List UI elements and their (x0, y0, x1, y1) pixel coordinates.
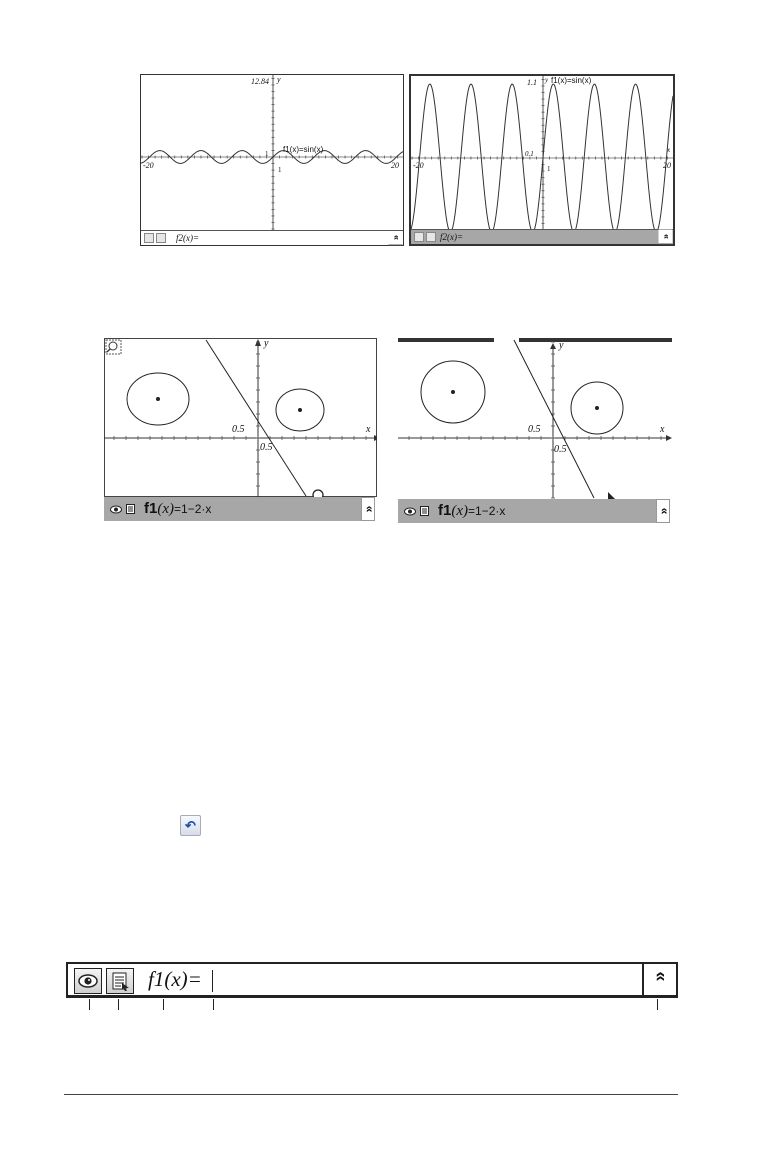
circle-center-point (451, 390, 455, 394)
x-axis-label: x (667, 146, 671, 154)
graph-screen-zoomed-out (140, 74, 404, 246)
x-min-label: -20 (413, 161, 424, 170)
y-axis-label: y (545, 76, 549, 84)
function-name: f1 (144, 500, 158, 517)
entry-function-label[interactable]: f2(x)= (176, 233, 200, 243)
x-max-label: 20 (391, 161, 399, 170)
entry-line[interactable] (411, 229, 673, 244)
callout-tick (657, 999, 658, 1010)
graph-screen-zoom-tool (104, 338, 377, 522)
list-icon[interactable] (156, 233, 166, 243)
circle-center-point (298, 408, 302, 412)
entry-function-label[interactable] (144, 500, 211, 518)
function-variable: (x) (157, 501, 174, 517)
graph-plot-area[interactable] (411, 76, 673, 230)
eye-icon (75, 969, 101, 993)
y-axis-label: y (277, 75, 281, 84)
eye-icon[interactable] (144, 233, 154, 243)
graph-plot-area[interactable] (141, 75, 403, 231)
eye-icon (110, 505, 122, 514)
expand-chevron-icon[interactable]: » (642, 964, 676, 995)
y-axis-label: y (559, 340, 564, 351)
text-cursor (212, 970, 213, 992)
graph-screen-zoomed-in (409, 74, 675, 246)
entry-line-large[interactable] (66, 962, 678, 998)
expand-chevron-icon[interactable]: » (389, 231, 403, 246)
entry-line[interactable] (104, 497, 361, 521)
list-icon (126, 504, 136, 514)
unit-label-y: 1 (265, 150, 269, 158)
eye-icon (404, 507, 416, 516)
entry-function-label[interactable] (438, 502, 505, 520)
expand-chevron-icon[interactable]: » (656, 499, 670, 523)
callout-tick (163, 999, 164, 1010)
list-icon[interactable] (426, 232, 436, 242)
callout-tick (89, 999, 90, 1010)
callout-tick (213, 999, 214, 1010)
circle-center-point (156, 397, 160, 401)
expand-chevron-icon[interactable]: » (659, 230, 673, 245)
unit-label-x: 1 (547, 165, 551, 173)
tick-value-label: 0.5 (554, 444, 567, 455)
y-max-label: 12.84 (251, 77, 269, 86)
circle-center-point (595, 406, 599, 410)
y-axis-label: y (264, 338, 269, 349)
tick-value-label: 0.5 (232, 424, 245, 435)
y-max-label: 1.1 (527, 78, 537, 87)
x-axis-label: x (660, 424, 665, 435)
function-label: f1(x)=sin(x) (283, 145, 324, 154)
graph-screen-zoomed-result (398, 338, 672, 522)
show-hide-eye-button[interactable] (74, 968, 102, 994)
function-expression: =1−2·x (468, 504, 506, 518)
entry-line[interactable] (398, 499, 656, 523)
callout-tick (118, 999, 119, 1010)
unit-label-x: 1 (278, 166, 282, 174)
function-expression: =1−2·x (174, 502, 212, 516)
function-variable: (x) (451, 503, 468, 519)
function-name: f1 (438, 502, 452, 519)
entry-function-label[interactable]: f1(x)= (148, 967, 202, 991)
eye-icon[interactable] (414, 232, 424, 242)
x-max-label: 20 (663, 161, 671, 170)
footer-rule (64, 1094, 678, 1095)
undo-arrow-icon[interactable]: ↶ (180, 815, 201, 836)
zoom-tool-icon (106, 340, 121, 354)
list-icon (107, 969, 133, 993)
expand-chevron-icon[interactable]: » (361, 497, 375, 521)
function-list-button[interactable] (106, 968, 134, 994)
unit-label-y: 0.1 (525, 150, 534, 158)
entry-function-label[interactable]: f2(x)= (440, 232, 464, 242)
function-label: f1(x)=sin(x) (551, 76, 592, 85)
tick-value-label: 0.5 (260, 442, 273, 453)
x-axis-label: x (366, 424, 371, 435)
entry-line[interactable] (141, 230, 403, 245)
tick-value-label: 0.5 (528, 424, 541, 435)
list-icon (420, 506, 430, 516)
x-min-label: -20 (143, 161, 154, 170)
